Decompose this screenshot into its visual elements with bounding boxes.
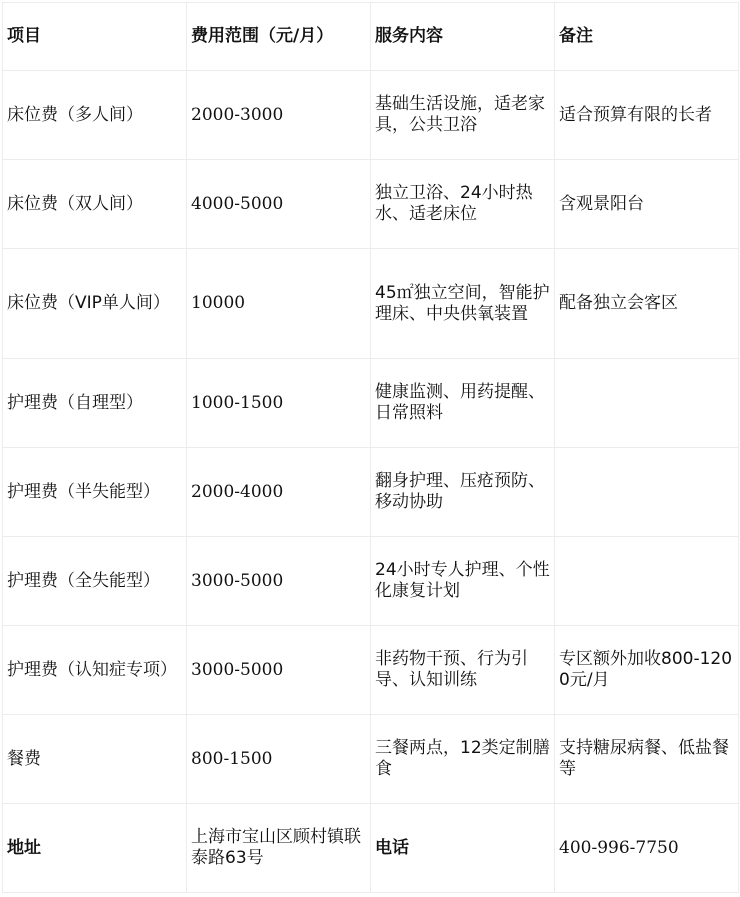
cell-fee: 3000-5000: [187, 626, 371, 715]
cell-fee: 2000-4000: [187, 448, 371, 537]
table-row: [3, 71, 739, 160]
table-row: [3, 160, 739, 249]
cell-note: 配备独立会客区: [555, 249, 739, 359]
cell-service: 45㎡独立空间，智能护理床、中央供氧装置: [371, 249, 555, 359]
cell-service: 非药物干预、行为引导、认知训练: [371, 626, 555, 715]
table-row: [3, 359, 739, 448]
table-row: [3, 249, 739, 359]
address-label: 地址: [3, 804, 187, 893]
cell-item: 床位费（VIP单人间）: [3, 249, 187, 359]
cell-fee: 800-1500: [187, 715, 371, 804]
header-fee-range: 费用范围（元/月）: [187, 3, 371, 71]
cell-note: 适合预算有限的长者: [555, 71, 739, 160]
cell-item: 护理费（全失能型）: [3, 537, 187, 626]
cell-fee: 3000-5000: [187, 537, 371, 626]
table-row: [3, 448, 739, 537]
cell-fee: 1000-1500: [187, 359, 371, 448]
cell-fee: 4000-5000: [187, 160, 371, 249]
cell-item: 餐费: [3, 715, 187, 804]
cell-note: 支持糖尿病餐、低盐餐等: [555, 715, 739, 804]
cell-item: 护理费（半失能型）: [3, 448, 187, 537]
header-item: 项目: [3, 3, 187, 71]
address-value: 上海市宝山区顾村镇联泰路63号: [187, 804, 371, 893]
cell-note: [555, 359, 739, 448]
contact-row: [3, 804, 739, 893]
cell-note: 含观景阳台: [555, 160, 739, 249]
table-row: [3, 626, 739, 715]
cell-note: [555, 448, 739, 537]
cell-item: 床位费（多人间）: [3, 71, 187, 160]
fee-table: [2, 2, 739, 893]
cell-service: 翻身护理、压疮预防、移动协助: [371, 448, 555, 537]
cell-note: 专区额外加收800-1200元/月: [555, 626, 739, 715]
phone-value: 400-996-7750: [555, 804, 739, 893]
cell-service: 基础生活设施，适老家具，公共卫浴: [371, 71, 555, 160]
header-note: 备注: [555, 3, 739, 71]
header-service: 服务内容: [371, 3, 555, 71]
cell-note: [555, 537, 739, 626]
cell-item: 护理费（认知症专项）: [3, 626, 187, 715]
cell-fee: 2000-3000: [187, 71, 371, 160]
table-row: [3, 715, 739, 804]
cell-service: 24小时专人护理、个性化康复计划: [371, 537, 555, 626]
cell-item: 护理费（自理型）: [3, 359, 187, 448]
cell-fee: 10000: [187, 249, 371, 359]
table-header-row: [3, 3, 739, 71]
table-row: [3, 537, 739, 626]
cell-service: 独立卫浴、24小时热水、适老床位: [371, 160, 555, 249]
cell-service: 三餐两点，12类定制膳食: [371, 715, 555, 804]
cell-service: 健康监测、用药提醒、日常照料: [371, 359, 555, 448]
cell-item: 床位费（双人间）: [3, 160, 187, 249]
phone-label: 电话: [371, 804, 555, 893]
